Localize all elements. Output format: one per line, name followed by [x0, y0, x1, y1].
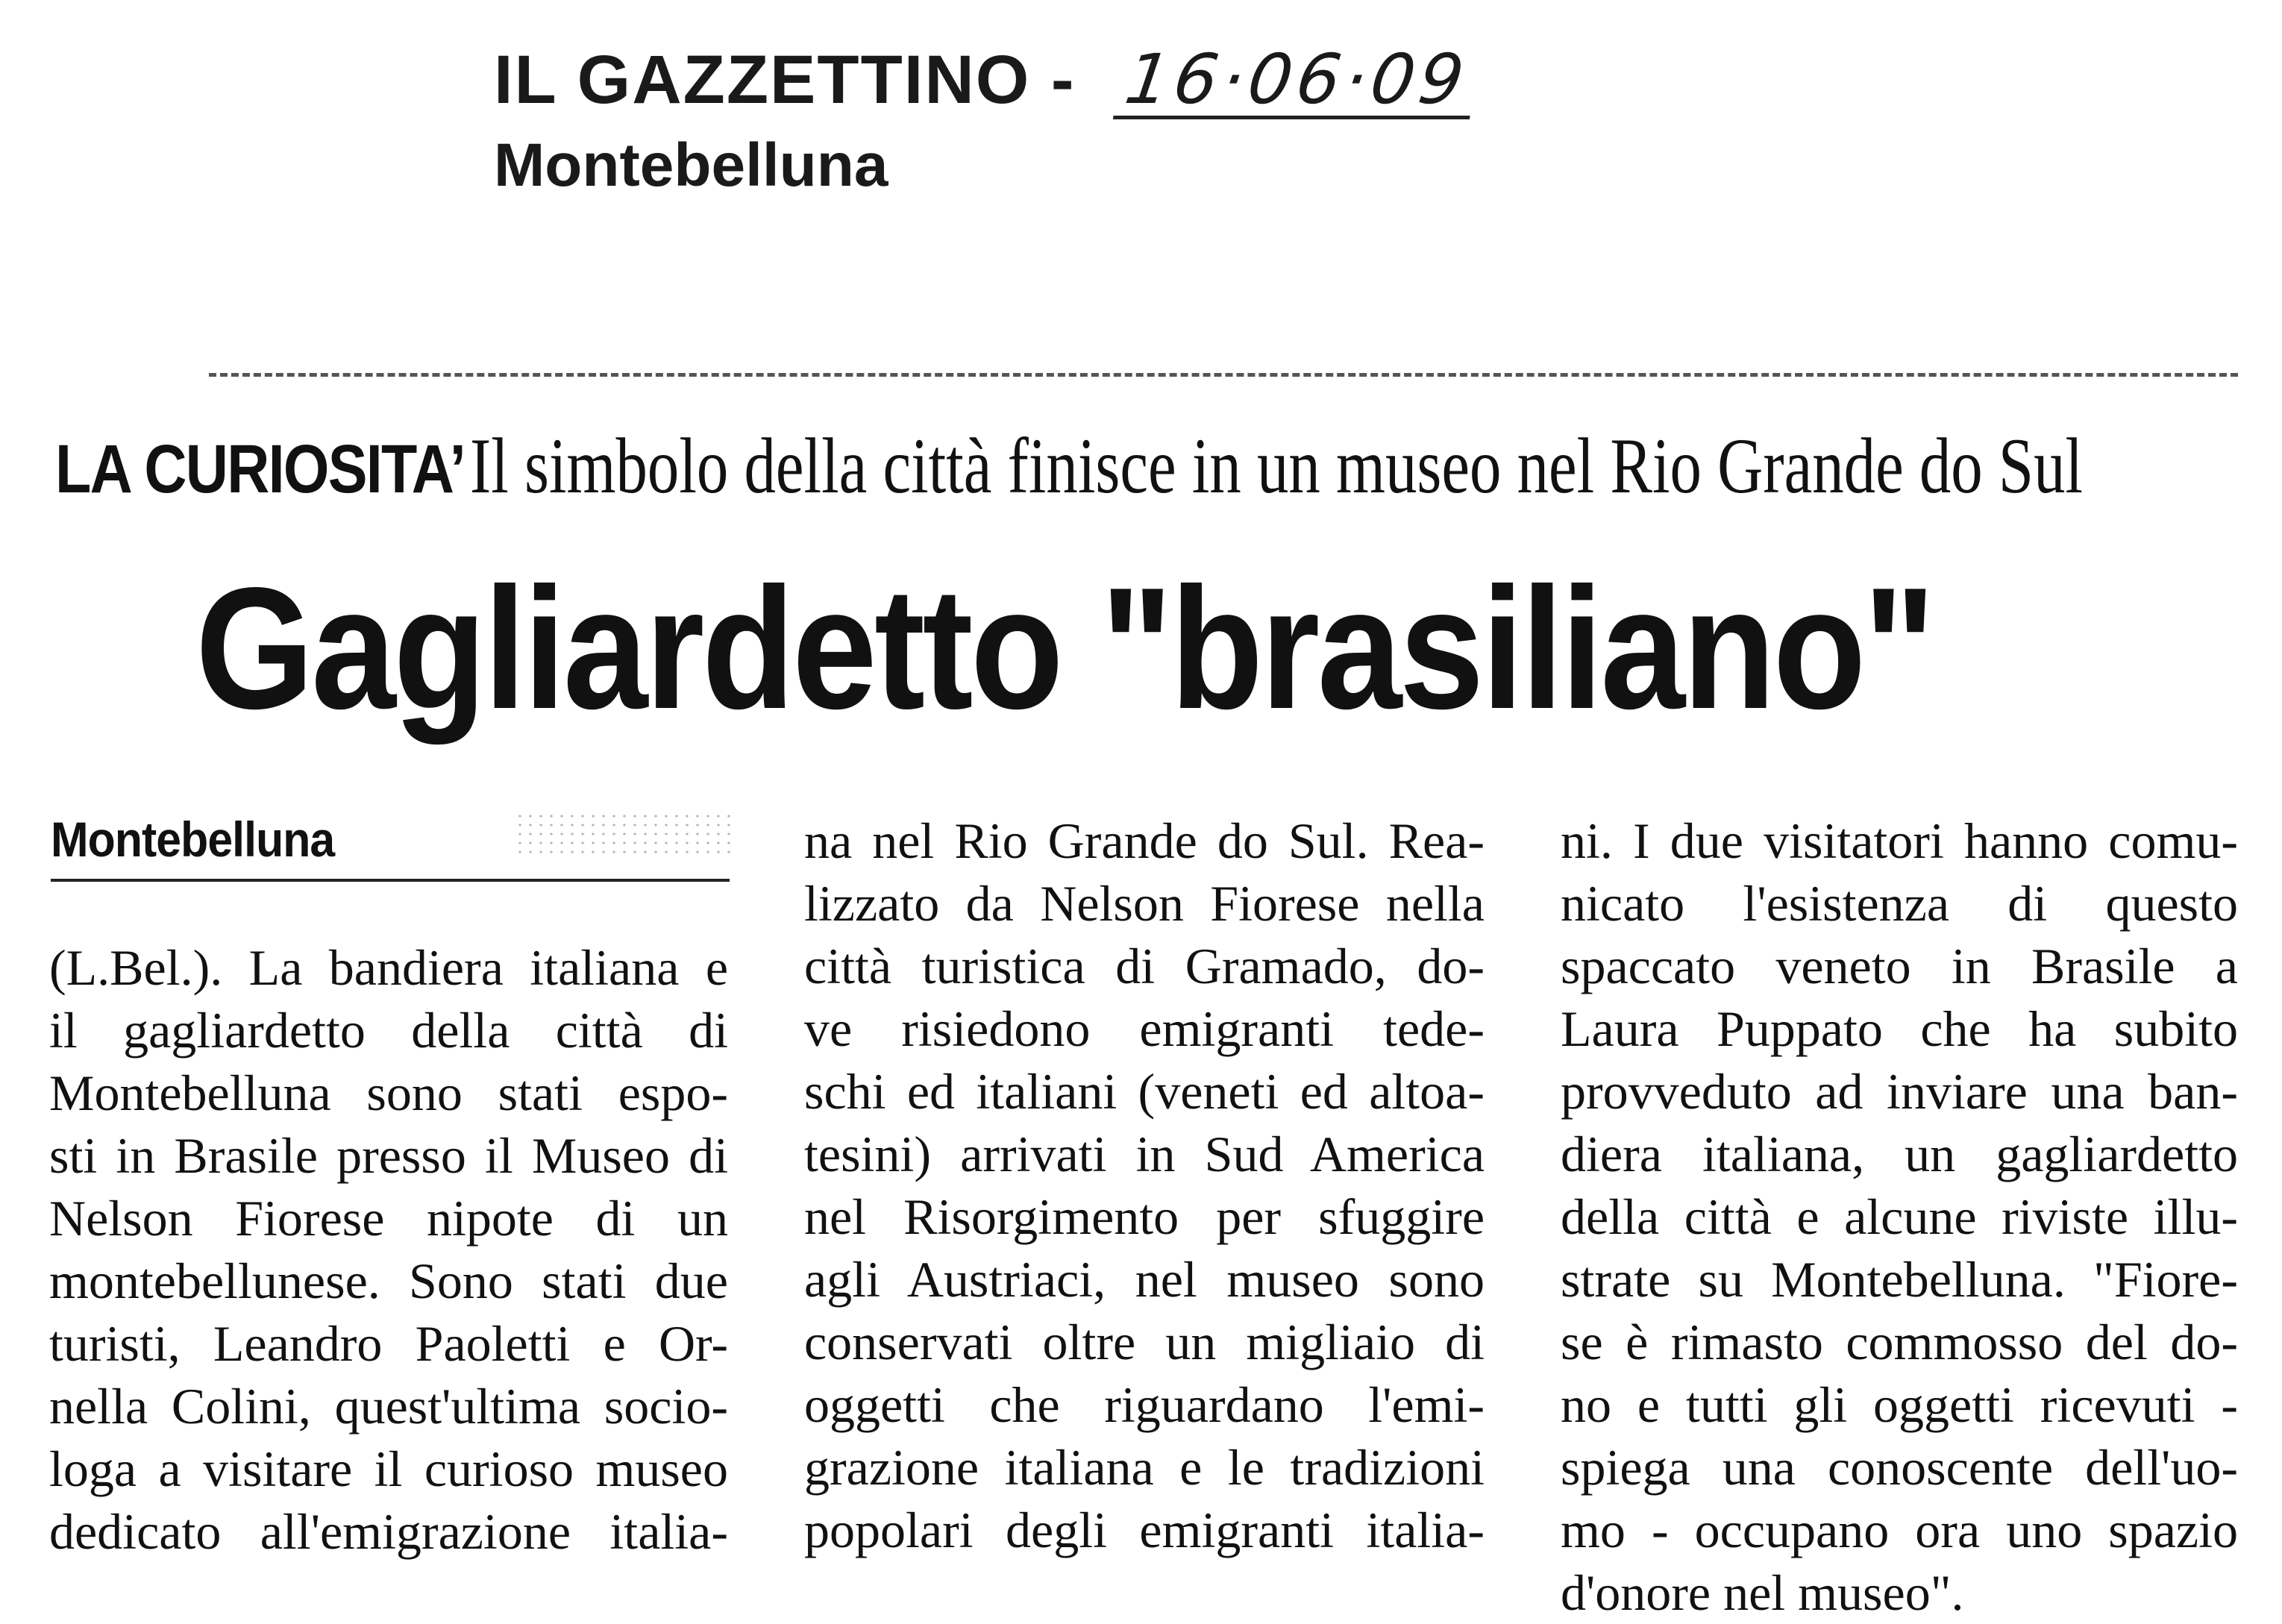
text-line: sti in Brasile presso il Museo di: [49, 1127, 728, 1184]
text-line: provveduto ad inviare una ban-: [1561, 1063, 2238, 1120]
text-line: turisti, Leandro Paoletti e Or-: [49, 1315, 728, 1372]
scan-speckle: [515, 812, 731, 856]
text-line: loga a visitare il curioso museo: [49, 1440, 728, 1497]
text-line: schi ed italiani (veneti ed altoa-: [804, 1063, 1485, 1120]
dateline: Montebelluna: [51, 812, 335, 867]
article-column-2: [804, 809, 1485, 1561]
article-column-1: [49, 936, 728, 1563]
text-line: della città e alcune riviste illu-: [1561, 1188, 2238, 1245]
text-line: Laura Puppato che ha subito: [1561, 1000, 2238, 1057]
text-line: dedicato all'emigrazione italia-: [49, 1503, 728, 1560]
text-line: lizzato da Nelson Fiorese nella: [804, 875, 1485, 932]
handwritten-date: 16·06·09: [1113, 44, 1480, 119]
article-column-3: [1561, 809, 2238, 1624]
text-line: ni. I due visitatori hanno comu-: [1561, 812, 2238, 869]
text-line: ve risiedono emigranti tede-: [804, 1000, 1485, 1057]
subheadline: Il simbolo della città finisce in un museo nel Rio Grande do Sul: [470, 422, 2084, 510]
text-line: no e tutti gli oggetti ricevuti -: [1561, 1376, 2238, 1433]
text-line: Montebelluna sono stati espo-: [49, 1065, 728, 1121]
text-line: spaccato veneto in Brasile a: [1561, 938, 2238, 994]
text-line: montebellunese. Sono stati due: [49, 1253, 728, 1309]
text-line: il gagliardetto della città di: [49, 1002, 728, 1059]
headline: Gagliardetto "brasiliano": [195, 552, 1934, 745]
text-line: (L.Bel.). La bandiera italiana e: [49, 939, 728, 996]
text-line: diera italiana, un gagliardetto: [1561, 1126, 2238, 1182]
text-line: se è rimasto commosso del do-: [1561, 1314, 2238, 1370]
dateline-rule: [51, 879, 730, 882]
edition-name: Montebelluna: [494, 131, 888, 199]
publication-name: IL GAZZETTINO -: [494, 42, 1076, 118]
text-line: strate su Montebelluna. "Fiore-: [1561, 1251, 2238, 1308]
text-line: tesini) arrivati in Sud America: [804, 1126, 1485, 1182]
text-line: mo - occupano ora uno spazio: [1561, 1502, 2238, 1558]
top-rule: [209, 373, 2238, 377]
text-line: nicato l'esistenza di questo: [1561, 875, 2238, 932]
kicker-row: [55, 418, 2248, 538]
text-line: oggetti che riguardano l'emi-: [804, 1376, 1485, 1433]
text-line: popolari degli emigranti italia-: [804, 1502, 1485, 1558]
publication-line: [494, 39, 1475, 121]
text-line: Nelson Fiorese nipote di un: [49, 1190, 728, 1247]
text-line: spiega una conoscente dell'uo-: [1561, 1439, 2238, 1496]
text-line: conservati oltre un migliaio di: [804, 1314, 1485, 1370]
text-line: città turistica di Gramado, do-: [804, 938, 1485, 994]
text-line: grazione italiana e le tradizioni: [804, 1439, 1485, 1496]
kicker: LA CURIOSITA’: [55, 431, 466, 507]
text-line: d'onore nel museo".: [1561, 1564, 1964, 1621]
text-line: agli Austriaci, nel museo sono: [804, 1251, 1485, 1308]
masthead: [494, 39, 1475, 203]
text-line: nella Colini, quest'ultima socio-: [49, 1378, 728, 1435]
text-line: na nel Rio Grande do Sul. Rea-: [804, 812, 1485, 869]
text-line: nel Risorgimento per sfuggire: [804, 1188, 1485, 1245]
